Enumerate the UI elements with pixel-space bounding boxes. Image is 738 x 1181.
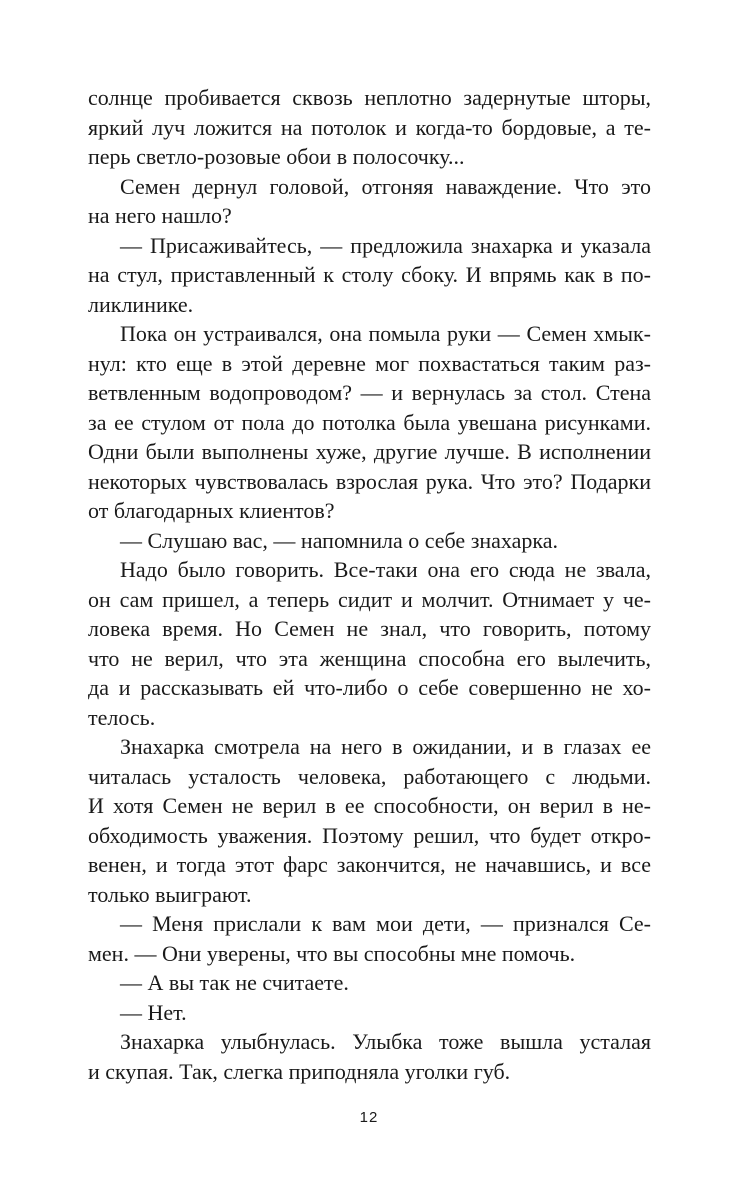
text-line: обходимость уважения. Поэтому решил, что будет откро-: [88, 822, 651, 848]
page-number: 12: [359, 1109, 379, 1126]
page-text: [88, 83, 651, 1086]
text-line: мен. — Они уверены, что вы способны мне помочь.: [88, 940, 576, 966]
text-line: на стул, приставленный к столу сбоку. И впрямь как в по-: [88, 262, 651, 287]
text-line: только выиграют.: [88, 881, 252, 907]
text-line: он сам пришел, а теперь сидит и молчит. Отнимает у че-: [88, 586, 651, 612]
text-line: — Слушаю вас, — напомнила о себе знахарка.: [120, 527, 559, 553]
text-line: перь светло-розовые обои в полосочку...: [88, 144, 465, 169]
text-line: яркий луч ложится на потолок и когда-то бордовые, а те-: [88, 114, 651, 140]
text-line: что не верил, что эта женщина способна его вылечить,: [88, 645, 651, 671]
text-line: — Присаживайтесь, — предложила знахарка и указала: [120, 232, 651, 258]
text-line: — Меня прислали к вам мои дети, — признался Се-: [120, 911, 651, 936]
text-line: Знахарка улыбнулась. Улыбка тоже вышла усталая: [120, 1029, 651, 1054]
text-line: на него нашло?: [88, 203, 232, 228]
text-line: ликлинике.: [88, 291, 194, 317]
text-line: да и рассказывать ей что-либо о себе совершенно не хо-: [88, 675, 651, 700]
text-line: некоторых чувствовалась взрослая рука. Что это? Подарки: [88, 468, 651, 494]
text-line: и скупая. Так, слегка приподняла уголки губ.: [88, 1058, 511, 1084]
text-line: читалась усталость человека, работающего с людьми.: [88, 763, 651, 789]
text-line: ловека время. Но Семен не знал, что говорить, потому: [88, 616, 651, 641]
text-line: Знахарка смотрела на него в ожидании, и в глазах ее: [120, 734, 651, 759]
text-line: ветвленным водопроводом? — и вернулась за стол. Стена: [88, 380, 651, 405]
text-line: Надо было говорить. Все-таки она его сюда не звала,: [120, 557, 651, 582]
text-line: телось.: [88, 704, 156, 730]
text-line: Одни были выполнены хуже, другие лучше. В исполнении: [88, 439, 651, 464]
text-line: Семен дернул головой, отгоняя наваждение. Что это: [120, 173, 651, 199]
text-line: — А вы так не считаете.: [120, 970, 349, 995]
text-line: солнце пробивается сквозь неплотно задернутые шторы,: [88, 85, 651, 110]
text-line: — Нет.: [120, 999, 187, 1025]
text-line: от благодарных клиентов?: [88, 498, 335, 523]
text-line: венен, и тогда этот фарс закончится, не начавшись, и все: [88, 852, 651, 877]
text-line: нул: кто еще в этой деревне мог похвастаться таким раз-: [88, 350, 651, 376]
text-line: Пока он устраивался, она помыла руки — Семен хмык-: [120, 321, 651, 346]
text-line: за ее стулом от пола до потолка была увешана рисунками.: [88, 409, 651, 435]
text-line: И хотя Семен не верил в ее способности, он верил в не-: [88, 793, 651, 818]
